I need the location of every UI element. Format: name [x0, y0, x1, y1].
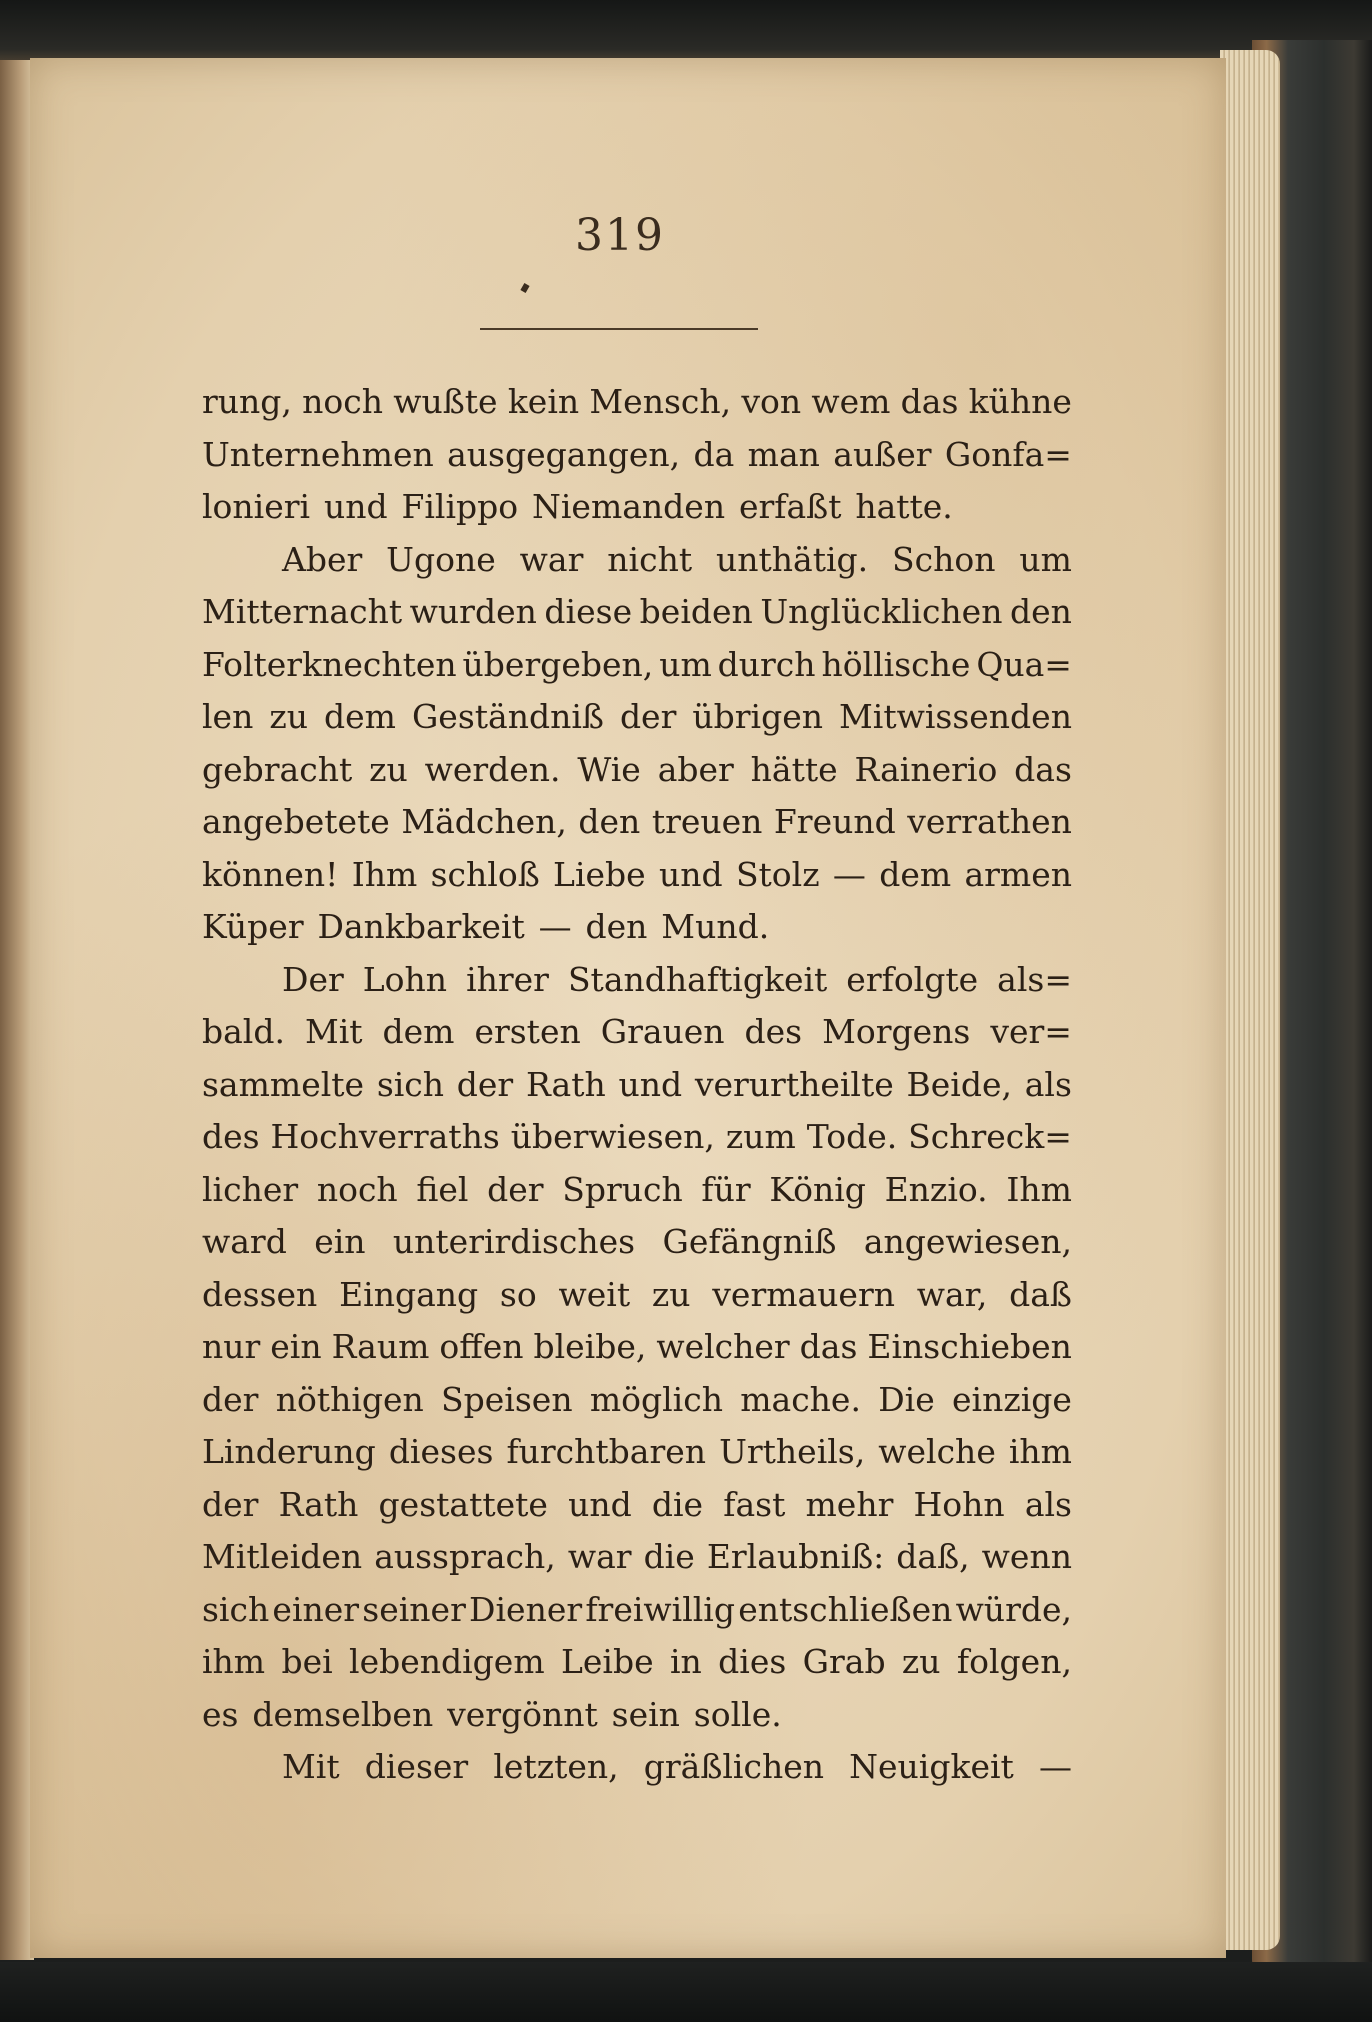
word: Filippo [401, 487, 519, 526]
word: ihm [1008, 1432, 1072, 1471]
word: erfaßt [738, 487, 842, 526]
word: sich [376, 1064, 445, 1104]
facing-page-edge [0, 60, 34, 1960]
word: das [799, 1327, 858, 1366]
word: mehr [805, 1484, 894, 1524]
word: als [1024, 1484, 1072, 1524]
word: verrathen [907, 802, 1072, 841]
word: und [323, 487, 388, 526]
word: der [619, 697, 677, 736]
text-line [202, 1216, 1072, 1269]
word: ihm [202, 1642, 266, 1681]
word: Dankbarkeit [317, 907, 525, 946]
text-line [202, 1059, 1072, 1112]
text-line [202, 586, 1072, 639]
word: König [769, 1169, 866, 1209]
word: Eingang [339, 1274, 479, 1314]
word: aussprach, [374, 1537, 556, 1576]
word: Mit [304, 1012, 363, 1051]
text-line [202, 1479, 1072, 1532]
word: der [487, 1169, 544, 1209]
word: das [1014, 749, 1072, 789]
word: lonieri [202, 487, 311, 526]
word: übergeben, [462, 644, 654, 684]
word: Ihm [351, 854, 418, 894]
word: folgen, [956, 1642, 1072, 1681]
word: Mensch, [589, 382, 732, 421]
word: von [741, 382, 802, 421]
word: angewiesen, [863, 1222, 1072, 1261]
word: Grauen [600, 1012, 725, 1051]
word: noch [316, 1169, 398, 1209]
word: offen [439, 1327, 524, 1366]
word: Leibe [560, 1642, 654, 1681]
word: Diener [469, 1589, 583, 1629]
word: sammelte [202, 1064, 365, 1104]
word: ein [270, 1327, 322, 1366]
word: überwiesen, [510, 1117, 715, 1156]
word: Mit [282, 1747, 340, 1786]
word: Folterknechten [202, 644, 457, 684]
text-line [202, 1741, 1072, 1794]
word: werden. [424, 749, 561, 789]
word: Spruch [562, 1169, 683, 1209]
word: die [651, 1484, 704, 1524]
word: Speisen [441, 1379, 573, 1419]
word: wurden [409, 592, 537, 631]
word: unterirdisches [392, 1222, 636, 1261]
word: Raum [331, 1327, 430, 1366]
text-line [202, 429, 1072, 482]
word: Rath [525, 1064, 606, 1104]
word: ihrer [466, 959, 549, 999]
word: bald. [202, 1012, 285, 1051]
word: den [1010, 592, 1072, 631]
header-rule [480, 328, 758, 330]
word: in [669, 1642, 702, 1681]
word: um [659, 644, 712, 684]
book-page [30, 58, 1226, 1958]
word: gebracht [202, 749, 353, 789]
word: seiner [362, 1589, 466, 1629]
word: weit [558, 1274, 631, 1314]
word: Rainerio [854, 749, 998, 789]
text-line [202, 1636, 1072, 1689]
word: furchtbaren [506, 1432, 707, 1471]
word: dem [323, 697, 396, 736]
word: da [693, 434, 735, 474]
word: den [578, 802, 641, 841]
word: Grab [802, 1642, 886, 1681]
text-line [202, 954, 1072, 1007]
word: ausgegangen, [447, 434, 681, 474]
word: — [832, 854, 866, 894]
word: Unternehmen [202, 434, 434, 474]
page-number: 319 [575, 210, 665, 261]
word: Freund [773, 802, 896, 841]
word: dieses [388, 1432, 494, 1471]
text-line [202, 849, 1072, 902]
word: wem [811, 382, 891, 421]
word: zum [725, 1117, 796, 1156]
text-line [202, 1531, 1072, 1584]
text-line [202, 1164, 1072, 1217]
word: war, [916, 1274, 988, 1314]
word: und [618, 1064, 683, 1104]
word: Aber [282, 539, 363, 579]
word: kühne [968, 382, 1072, 421]
word: zu [901, 1642, 941, 1681]
word: Rath [278, 1484, 359, 1524]
word: Hohn [913, 1484, 1005, 1524]
word: den [585, 907, 648, 946]
word: der [202, 1379, 259, 1419]
word: Enzio. [884, 1169, 988, 1209]
word: übrigen [692, 697, 823, 736]
word: Mädchen, [401, 802, 567, 841]
word: und [659, 854, 723, 894]
word: zu [651, 1274, 691, 1314]
text-line [202, 481, 1072, 534]
word: Morgens [822, 1012, 971, 1051]
word: zu [369, 749, 408, 789]
word: lebendigem [349, 1642, 545, 1681]
word: letzten, [493, 1747, 619, 1786]
word: Mitleiden [202, 1537, 363, 1576]
word: Linderung [202, 1432, 376, 1471]
word: Unglücklichen [760, 592, 1003, 631]
word: entschließen [738, 1589, 953, 1629]
word: Schon [892, 539, 996, 579]
page-stack-edge [1220, 50, 1280, 1950]
word: hatte. [855, 487, 953, 526]
word: mache. [740, 1379, 861, 1419]
word: sich [202, 1589, 270, 1629]
word: nöthigen [275, 1379, 424, 1419]
word: für [701, 1169, 751, 1209]
word: zu [269, 697, 308, 736]
word: Ihm [1006, 1169, 1072, 1209]
word: der [202, 1484, 259, 1524]
word: war [519, 539, 584, 579]
word: Schreck= [908, 1117, 1072, 1156]
text-line [202, 376, 1072, 429]
word: einzige [952, 1379, 1072, 1419]
word: war [567, 1537, 632, 1576]
text-line [202, 534, 1072, 587]
word: Standhaftigkeit [567, 959, 828, 999]
text-line [202, 1689, 1072, 1742]
text-line [202, 744, 1072, 797]
word: Die [878, 1379, 935, 1419]
word: das [900, 382, 959, 421]
text-line [202, 639, 1072, 692]
text-line [202, 796, 1072, 849]
word: armen [964, 854, 1072, 894]
word: des [744, 1012, 803, 1051]
book-cover-bottom [0, 1962, 1372, 2022]
word: ersten [474, 1012, 581, 1051]
word: hätte [750, 749, 838, 789]
word: Gonfa= [944, 434, 1072, 474]
word: Liebe [553, 854, 646, 894]
word: höllische [821, 644, 971, 684]
word: Urtheils, [719, 1432, 866, 1471]
word: Qua= [976, 644, 1072, 684]
word: um [1019, 539, 1072, 579]
word: gestattete [378, 1484, 548, 1524]
word: erfolgte [846, 959, 979, 999]
word: — [538, 907, 572, 946]
word: aber [657, 749, 734, 789]
word: dem [382, 1012, 455, 1051]
word: Ugone [386, 539, 496, 579]
text-line [202, 1426, 1072, 1479]
word: wenn [981, 1537, 1072, 1576]
word: ward [202, 1222, 287, 1261]
word: Mitwissenden [839, 697, 1072, 736]
word: beiden [639, 592, 753, 631]
word: — [1038, 1747, 1072, 1786]
word: len [202, 697, 254, 736]
word: dessen [202, 1274, 318, 1314]
text-line [202, 691, 1072, 744]
word: sein [611, 1694, 680, 1734]
word: es [202, 1694, 239, 1734]
word: noch [302, 382, 383, 421]
word: Tode. [806, 1117, 898, 1156]
word: schloß [430, 854, 540, 894]
word: fast [723, 1484, 786, 1524]
word: vergönnt [447, 1694, 598, 1734]
word: Hochverraths [270, 1117, 500, 1156]
word: gräßlichen [643, 1747, 824, 1786]
word: einer [272, 1589, 360, 1629]
word: die [643, 1537, 695, 1576]
word: bei [281, 1642, 333, 1681]
word: licher [202, 1169, 299, 1209]
word: welche [878, 1432, 996, 1471]
word: Neuigkeit [849, 1747, 1014, 1786]
word: rung, [202, 382, 292, 421]
ink-mark [520, 283, 529, 293]
word: durch [717, 644, 816, 684]
word: dem [879, 854, 952, 894]
word: nicht [607, 539, 693, 579]
text-line [202, 901, 1072, 954]
text-line [202, 1374, 1072, 1427]
word: kein [507, 382, 580, 421]
word: welcher [656, 1327, 790, 1366]
word: man [747, 434, 820, 474]
word: Niemanden [532, 487, 726, 526]
word: Gefängniß [662, 1222, 837, 1261]
word: können! [202, 854, 339, 894]
word: fiel [416, 1169, 469, 1209]
word: des [202, 1117, 260, 1156]
word: Mitternacht [202, 592, 403, 631]
body-text [202, 376, 1072, 1794]
word: freiwillig [585, 1589, 735, 1629]
word: daß, [896, 1537, 970, 1576]
word: ein [314, 1222, 366, 1261]
word: würde, [955, 1589, 1072, 1629]
text-line [202, 1321, 1072, 1374]
word: als= [997, 959, 1072, 999]
word: Mund. [661, 907, 770, 946]
word: Wie [577, 749, 641, 789]
word: so [499, 1274, 537, 1314]
word: daß [1009, 1274, 1072, 1314]
word: solle. [693, 1694, 782, 1734]
word: Erlaubniß: [706, 1537, 885, 1576]
word: Einschieben [867, 1327, 1072, 1366]
word: diese [544, 592, 633, 631]
text-line [202, 1584, 1072, 1637]
word: als [1024, 1064, 1072, 1104]
word: wußte [393, 382, 498, 421]
word: angebetete [202, 802, 390, 841]
text-line [202, 1111, 1072, 1164]
word: nur [202, 1327, 261, 1366]
text-line [202, 1006, 1072, 1059]
word: Lohn [362, 959, 448, 999]
word: Stolz [735, 854, 820, 894]
word: außer [833, 434, 932, 474]
word: ver= [990, 1012, 1072, 1051]
text-line [202, 1269, 1072, 1322]
word: verurtheilte [694, 1064, 894, 1104]
word: möglich [589, 1379, 723, 1419]
word: Beide, [906, 1064, 1012, 1104]
word: bleibe, [533, 1327, 647, 1366]
word: Küper [202, 907, 304, 946]
word: demselben [252, 1694, 434, 1734]
word: Der [282, 959, 344, 999]
word: und [568, 1484, 632, 1524]
word: dieser [364, 1747, 469, 1786]
word: der [456, 1064, 514, 1104]
word: unthätig. [716, 539, 869, 579]
word: dies [718, 1642, 787, 1681]
word: Geständniß [411, 697, 604, 736]
word: vermauern [712, 1274, 895, 1314]
word: treuen [651, 802, 763, 841]
